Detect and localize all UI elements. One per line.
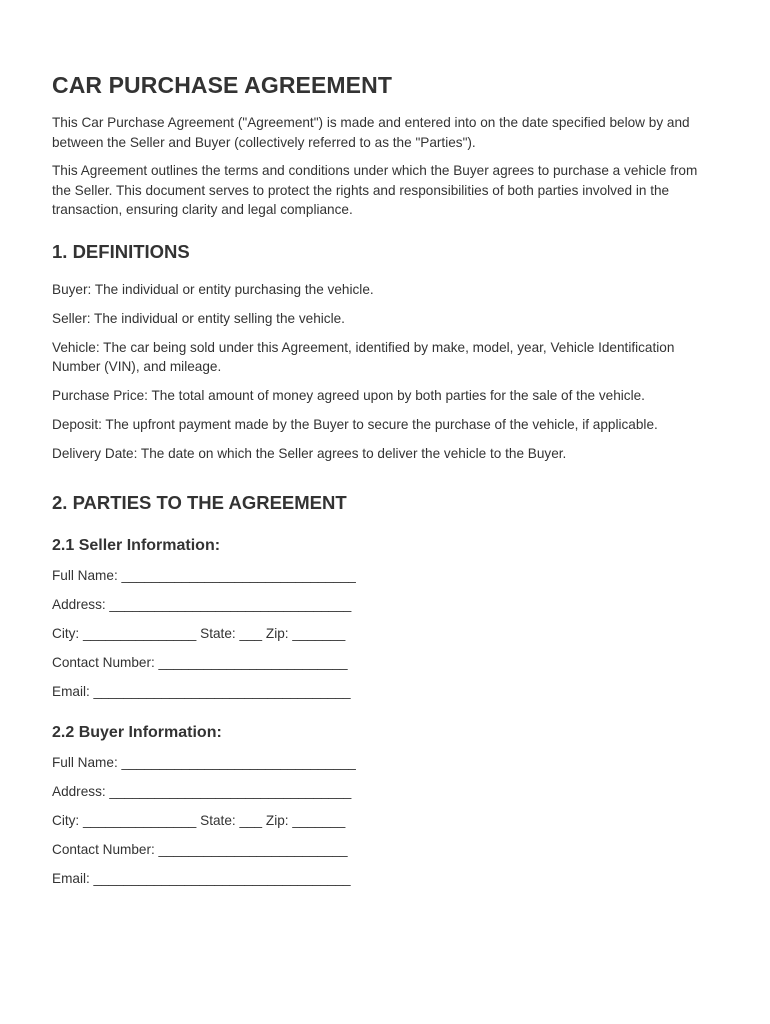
buyer-address-field[interactable]: Address: ________________________________ <box>52 784 352 799</box>
parties-heading: 2. PARTIES TO THE AGREEMENT <box>52 491 347 513</box>
definition-item: Buyer: The individual or entity purchasing the vehicle. <box>52 281 374 297</box>
definition-item: Deposit: The upfront payment made by the Buyer to secure the purchase of the vehicle, if applicable. <box>52 417 658 432</box>
intro <box>52 113 718 220</box>
definition-item: Vehicle: The car being sold under this Agreement, identified by make, model, year, Vehicle Identification Number (VIN), and mileage. <box>52 339 675 374</box>
buyer-city-state-zip-field[interactable]: City: _______________ State: ___ Zip: _______ <box>52 813 346 828</box>
seller-contact-number-field[interactable]: Contact Number: _________________________ <box>52 654 348 670</box>
definition-item: Seller: The individual or entity selling the vehicle. <box>52 310 345 326</box>
seller-info-heading: 2.1 Seller Information: <box>52 536 221 554</box>
seller-email-field[interactable]: Email: __________________________________ <box>52 683 351 699</box>
seller-city-state-zip-field[interactable]: City: _______________ State: ___ Zip: _______ <box>52 625 346 641</box>
definitions-section <box>52 241 718 464</box>
buyer-full-name-field[interactable]: Full Name: _______________________________ <box>52 755 356 770</box>
buyer-email-field[interactable]: Email: __________________________________ <box>52 871 351 886</box>
definitions-heading: 1. DEFINITIONS <box>52 240 190 262</box>
buyer-info <box>52 724 718 889</box>
buyer-contact-number-field[interactable]: Contact Number: _________________________ <box>52 842 348 857</box>
buyer-info-heading: 2.2 Buyer Information: <box>52 724 222 741</box>
seller-address-field[interactable]: Address: ________________________________ <box>52 596 352 612</box>
definition-item: Delivery Date: The date on which the Seller agrees to deliver the vehicle to the Buyer. <box>52 446 567 461</box>
definition-item: Purchase Price: The total amount of money agreed upon by both parties for the sale of the vehicle. <box>52 388 645 403</box>
parties-section <box>52 492 718 889</box>
seller-info <box>52 537 718 702</box>
intro-paragraph: This Agreement outlines the terms and conditions under which the Buyer agrees to purchase a vehicle from the Seller. This document serves to protect the rights and responsibilities of both parties involved in the transaction, ensuring clarity and legal compliance. <box>52 163 698 217</box>
document-title: CAR PURCHASE AGREEMENT <box>52 72 392 98</box>
seller-full-name-field[interactable]: Full Name: _______________________________ <box>52 567 356 583</box>
intro-paragraph: This Car Purchase Agreement ("Agreement") is made and entered into on the date specified below by and between the Seller and Buyer (collectively referred to as the "Parties"). <box>52 115 690 150</box>
